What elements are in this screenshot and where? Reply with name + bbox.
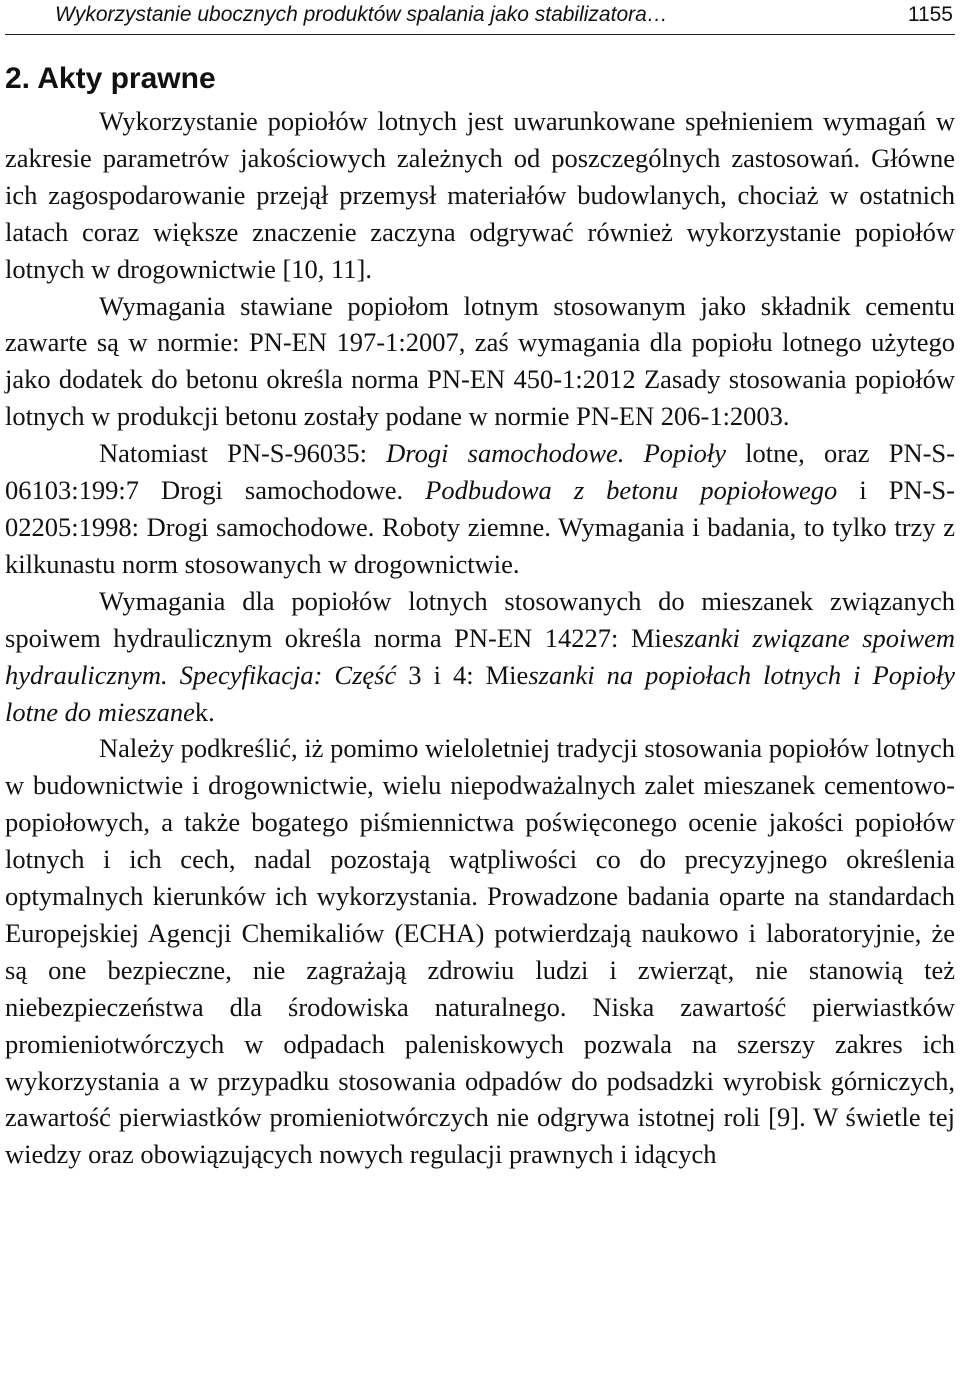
running-title: Wykorzystanie ubocznych produktów spalania jako stabilizatora… xyxy=(55,3,668,26)
page-number: 1155 xyxy=(907,3,953,26)
paragraph xyxy=(5,583,955,731)
section-heading: 2. Akty prawne xyxy=(5,62,216,95)
text-span: k. xyxy=(194,696,215,727)
text-span: Natomiast PN-S-96035: xyxy=(99,438,387,469)
paragraph: Należy podkreślić, iż pomimo wieloletniej tradycji stosowania popiołów lotnych w budownictwie i drogownictwie, wielu niepodważalnych zalet mieszanek cementowo-popiołowych, a także bogatego piśmiennictwa poświęconego ocenie jakości popiołów lotnych i ich cech, nadal pozostają wątpliwości co do precyzyjnego określenia optymalnych kierunków ich wykorzystania. Prowadzone badania oparte na standardach Europejskiej Agencji Chemikaliów (ECHA) potwierdzają naukowo i laboratoryjnie, że są one bezpieczne, nie zagrażają zdrowiu ludzi i zwierząt, nie stanowią też niebezpieczeństwa dla środowiska naturalnego. Niska zawartość pierwiastków promieniotwórczych w odpadach paleniskowych pozwala na szerszy zakres ich wykorzystania a w przypadku stosowania odpadów do podsadzki wyrobisk górniczych, zawartość pierwiastków promieniotwórczych nie odgrywa istotnej roli [9]. W świetle tej wiedzy oraz obowiązujących nowych regulacji prawnych i idących xyxy=(5,733,955,1170)
document-page xyxy=(5,0,955,1173)
italic-title: Drogi samochodowe. Popioły xyxy=(386,438,727,469)
running-header xyxy=(5,0,955,35)
italic-title: Podbudowa z betonu popiołowego xyxy=(425,475,838,506)
paragraph: Wykorzystanie popiołów lotnych jest uwarunkowane spełnieniem wymagań w zakresie parametrów jakościowych zależnych od poszczególnych zastosowań. Główne ich zagospodarowanie przejął przemysł materiałów budowlanych, chociaż w ostatnich latach coraz większe znaczenie zaczyna odgrywać również wykorzystanie popiołów lotnych w drogownictwie [10, 11]. xyxy=(5,106,955,284)
body-text xyxy=(5,103,955,1173)
paragraph xyxy=(5,435,955,583)
italic-title: szanki związane spoiwem hydraulicznym. Specyfikacja: Część xyxy=(5,622,955,690)
italic-title: szanki na popiołach lotnych i Popioły lotne do mieszane xyxy=(5,659,955,727)
paragraph: Wymagania stawiane popiołom lotnym stosowanym jako składnik cementu zawarte są w normie: PN-EN 197-1:2007, zaś wymagania dla popiołu lotnego użytego jako dodatek do betonu określa norma PN-EN 450-1:2012 Zasady stosowania popiołów lotnych w produkcji betonu zostały podane w normie PN-EN 206-1:2003. xyxy=(5,290,955,432)
text-span: lotne, oraz PN-S-06103:199:7 Drogi samochodowe. xyxy=(5,438,955,506)
text-span: 3 i 4: Mie xyxy=(396,659,529,690)
text-span: Wymagania dla popiołów lotnych stosowanych do mieszanek związanych spoiwem hydraulicznym określa norma PN-EN 14227: Mie xyxy=(5,585,955,653)
text-span: i PN-S-02205:1998: Drogi samochodowe. Roboty ziemne. Wymagania i badania, to tylko trzy z kilkunastu norm stosowanych w drogownictwie. xyxy=(5,475,955,579)
